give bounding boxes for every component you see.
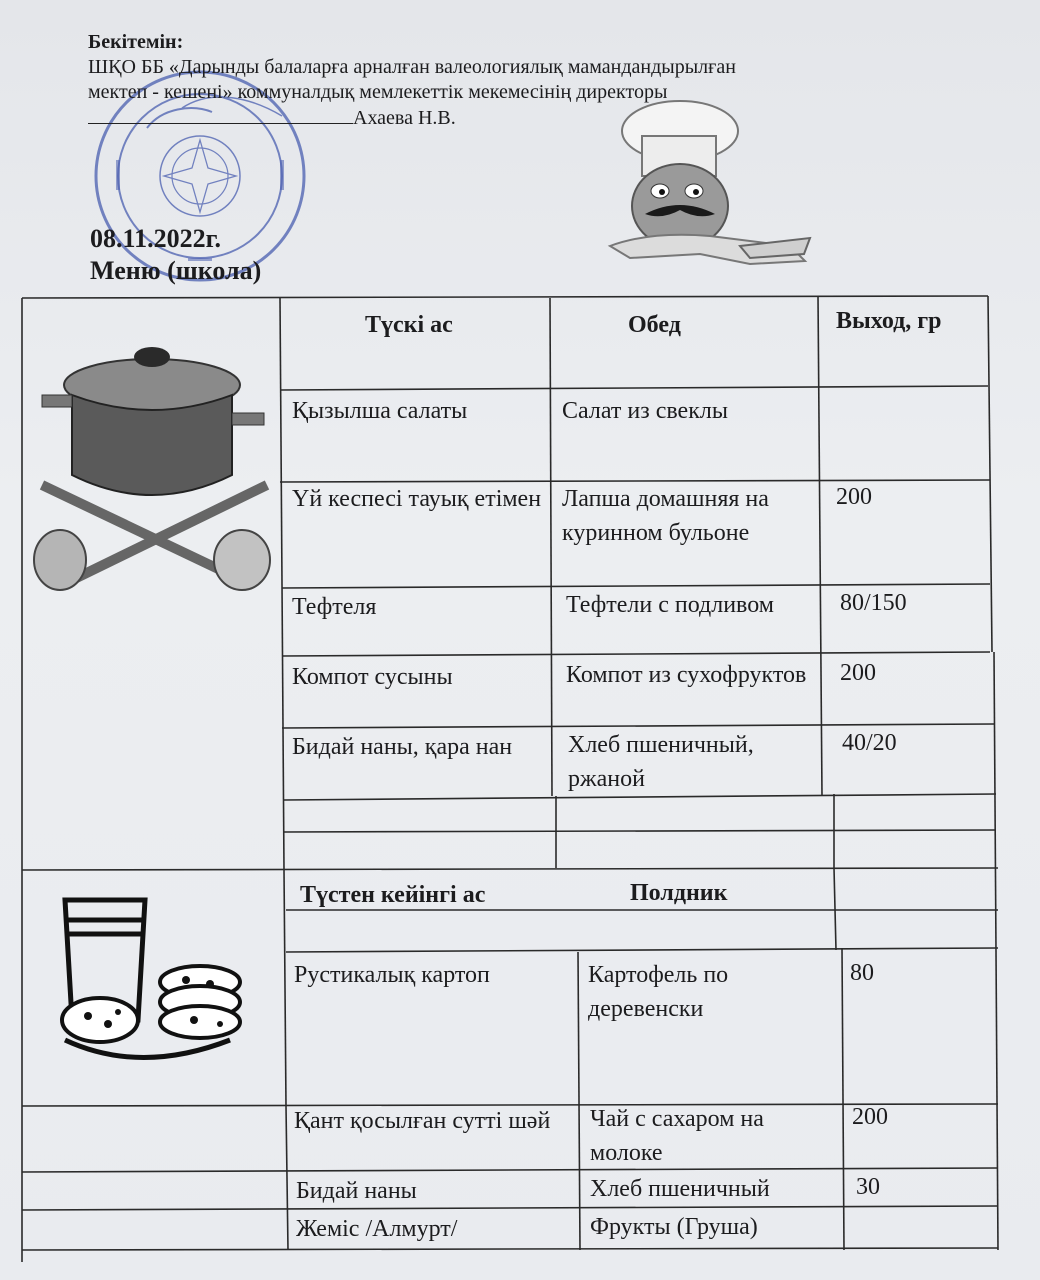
- snack-row-1-kazakh: Рустикалық картоп: [294, 962, 490, 988]
- snack-row-3-yield: 30: [856, 1174, 880, 1200]
- lunch-row-3-yield: 80/150: [840, 590, 907, 616]
- director-name: Ахаева Н.В.: [353, 107, 456, 129]
- organization-line-2: мектеп - кешені» коммуналдық мемлекеттік мекемесінің директоры: [88, 81, 668, 103]
- lunch-row-4-kazakh: Компот сусыны: [292, 664, 453, 690]
- snack-row-2-kazakh: Қант қосылған сутті шәй: [294, 1108, 551, 1134]
- lunch-row-4-russian: Компот из сухофруктов: [566, 662, 807, 688]
- snack-row-4-kazakh: Жеміс /Алмурт/: [296, 1216, 458, 1242]
- lunch-row-3-kazakh: Тефтеля: [292, 594, 377, 620]
- snack-row-2-russian: Чай с сахаром на молоке: [590, 1106, 764, 1166]
- snack-row-1-russian: Картофель по деревенски: [588, 962, 729, 1022]
- lunch-row-4-yield: 200: [840, 660, 876, 686]
- snack-row-3-kazakh: Бидай наны: [296, 1178, 417, 1204]
- milk-and-cookies-icon: [60, 890, 250, 1080]
- snack-header-kazakh: Түстен кейінгі ас: [300, 882, 486, 908]
- snack-row-2-yield: 200: [852, 1104, 888, 1130]
- snack-row-3-russian: Хлеб пшеничный: [590, 1176, 770, 1202]
- lunch-row-5-russian: Хлеб пшеничный, ржаной: [568, 732, 754, 792]
- lunch-header-yield: Выход, гр: [836, 308, 942, 334]
- cooking-pot-icon: [32, 345, 277, 595]
- lunch-header-russian: Обед: [628, 312, 681, 338]
- lunch-row-5-yield: 40/20: [842, 730, 897, 756]
- lunch-row-2-kazakh: Үй кеспесі тауық етімен: [292, 486, 542, 512]
- snack-header-russian: Полдник: [630, 880, 728, 906]
- menu-date: 08.11.2022г.: [90, 224, 221, 253]
- lunch-row-1-kazakh: Қызылша салаты: [292, 398, 468, 424]
- lunch-row-1-russian: Салат из свеклы: [562, 398, 728, 424]
- snack-row-1-yield: 80: [850, 960, 874, 986]
- lunch-header-kazakh: Түскі ас: [365, 312, 453, 338]
- lunch-row-5-kazakh: Бидай наны, қара нан: [292, 734, 513, 760]
- menu-title: Меню (школа): [90, 256, 262, 285]
- approval-label: Бекітемін:: [88, 31, 184, 53]
- lunch-row-3-russian: Тефтели с подливом: [566, 592, 774, 618]
- organization-line-1: ШҚО ББ «Дарынды балаларға арналған валеологиялық мамандандырылған: [88, 56, 736, 78]
- snack-row-4-russian: Фрукты (Груша): [590, 1214, 758, 1240]
- lunch-row-2-russian: Лапша домашняя на куринном бульоне: [562, 486, 769, 546]
- lunch-row-2-yield: 200: [836, 484, 872, 510]
